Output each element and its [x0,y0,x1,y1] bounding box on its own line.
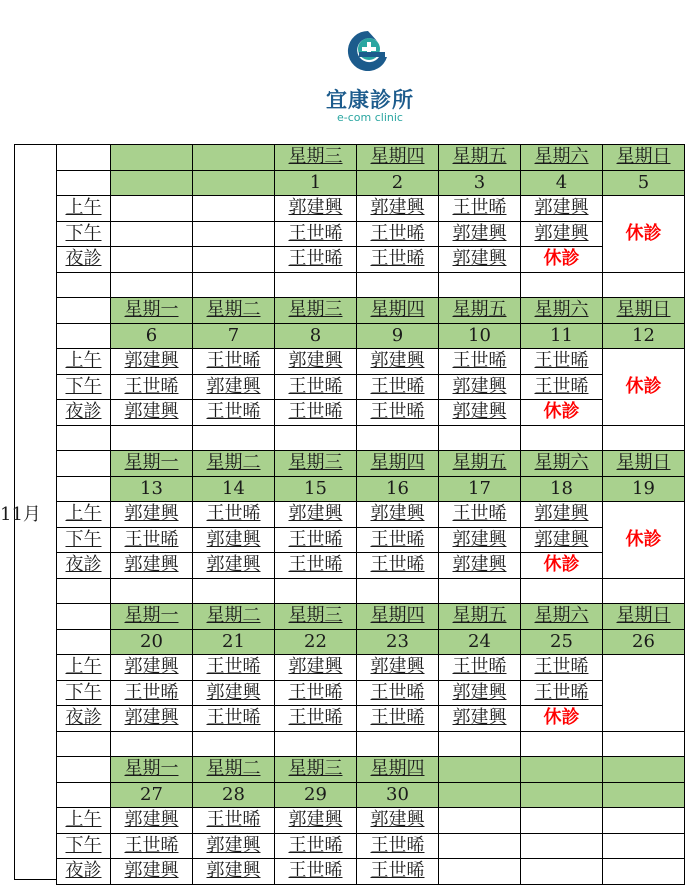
doctor-name: 王世晞 [275,527,357,553]
doctor-name: 郭建興 [439,374,521,400]
date-number: 27 [111,782,193,808]
empty-cell [57,578,111,604]
weekday-header: 星期四 [357,451,439,477]
spacer-row [57,578,685,604]
weekday-header: 星期日 [603,298,685,324]
empty-cell [57,451,111,477]
empty-cell [57,323,111,349]
week-days-row [57,604,685,630]
doctor-name: 王世晞 [439,349,521,375]
slot-label: 夜診 [57,706,111,732]
week-night-row [57,706,685,732]
empty-cell [111,196,193,222]
week-dates-row [57,170,685,196]
empty-cell [603,808,685,834]
clinic-header [0,0,699,140]
date-number: 17 [439,476,521,502]
empty-cell [521,425,603,451]
empty-cell [193,425,275,451]
date-number: 2 [357,170,439,196]
doctor-name: 郭建興 [439,400,521,426]
date-number: 6 [111,323,193,349]
doctor-name: 郭建興 [111,502,193,528]
doctor-name: 郭建興 [111,706,193,732]
doctor-name: 王世晞 [275,706,357,732]
doctor-name: 郭建興 [521,527,603,553]
doctor-name: 王世晞 [275,859,357,885]
empty-cell [193,196,275,222]
clinic-subtitle: e-com clinic [337,111,403,124]
month-label: 11月 [0,504,41,525]
doctor-name: 郭建興 [193,527,275,553]
empty-cell [193,247,275,273]
empty-cell [57,629,111,655]
week-dates-row [57,476,685,502]
doctor-name: 郭建興 [193,859,275,885]
empty-cell [111,425,193,451]
date-number: 15 [275,476,357,502]
slot-label: 下午 [57,833,111,859]
slot-label: 上午 [57,808,111,834]
doctor-name: 郭建興 [521,502,603,528]
date-number: 20 [111,629,193,655]
week-days-row [57,145,685,171]
empty-cell [57,782,111,808]
date-number: 21 [193,629,275,655]
spacer-row [57,272,685,298]
date-number: 29 [275,782,357,808]
weekday-header: 星期六 [521,451,603,477]
doctor-name: 王世晞 [357,221,439,247]
weekday-header: 星期二 [193,757,275,783]
empty-cell [357,731,439,757]
empty-cell [111,578,193,604]
slot-label: 夜診 [57,859,111,885]
weekday-header: 星期一 [111,757,193,783]
closed-label: 休診 [521,553,603,579]
empty-cell [603,731,685,757]
date-number: 12 [603,323,685,349]
empty-cell [357,578,439,604]
week-am-row [57,349,685,375]
doctor-name: 王世晞 [439,502,521,528]
empty-cell [57,145,111,171]
week-pm-row [57,833,685,859]
doctor-name: 郭建興 [193,833,275,859]
clinic-name: 宜康診所 [326,88,414,112]
doctor-name: 郭建興 [521,221,603,247]
empty-header-cell [111,170,193,196]
doctor-name: 郭建興 [275,502,357,528]
weekday-header: 星期五 [439,298,521,324]
doctor-name: 王世晞 [521,374,603,400]
weekday-header: 星期五 [439,145,521,171]
empty-cell [521,272,603,298]
weekday-header: 星期三 [275,298,357,324]
empty-cell [521,859,603,885]
empty-cell [603,655,685,732]
weekday-header: 星期六 [521,145,603,171]
empty-cell [357,425,439,451]
empty-cell [521,833,603,859]
empty-cell [521,808,603,834]
weekday-header: 星期三 [275,757,357,783]
week-night-row [57,859,685,885]
date-number: 28 [193,782,275,808]
doctor-name: 郭建興 [521,196,603,222]
clinic-logo-icon [345,28,391,80]
doctor-name: 王世晞 [193,400,275,426]
schedule-table [56,144,685,885]
weekday-header: 星期三 [275,145,357,171]
doctor-name: 郭建興 [275,196,357,222]
date-number: 23 [357,629,439,655]
doctor-name: 王世晞 [193,349,275,375]
doctor-name: 王世晞 [357,553,439,579]
date-number: 30 [357,782,439,808]
doctor-name: 王世晞 [275,680,357,706]
date-number: 25 [521,629,603,655]
empty-cell [603,859,685,885]
empty-cell [57,425,111,451]
empty-cell [439,425,521,451]
empty-cell [57,731,111,757]
empty-cell [111,247,193,273]
date-number: 18 [521,476,603,502]
closed-label: 休診 [521,706,603,732]
week-dates-row [57,323,685,349]
empty-cell [275,272,357,298]
doctor-name: 郭建興 [111,859,193,885]
empty-cell [439,833,521,859]
doctor-name: 王世晞 [193,502,275,528]
empty-cell [603,272,685,298]
doctor-name: 王世晞 [111,680,193,706]
weekday-header: 星期四 [357,145,439,171]
empty-cell [193,578,275,604]
date-number: 4 [521,170,603,196]
weekday-header: 星期四 [357,604,439,630]
doctor-name: 王世晞 [275,374,357,400]
empty-cell [275,578,357,604]
empty-cell [57,170,111,196]
empty-cell [57,272,111,298]
empty-header-cell [521,782,603,808]
doctor-name: 王世晞 [521,349,603,375]
slot-label: 上午 [57,502,111,528]
date-number: 11 [521,323,603,349]
week-dates-row [57,629,685,655]
weekday-header: 星期四 [357,757,439,783]
weekday-header: 星期一 [111,604,193,630]
doctor-name: 王世晞 [439,655,521,681]
date-number: 9 [357,323,439,349]
doctor-name: 王世晞 [275,553,357,579]
doctor-name: 郭建興 [193,680,275,706]
date-number: 10 [439,323,521,349]
doctor-name: 郭建興 [193,553,275,579]
week-pm-row [57,527,685,553]
doctor-name: 王世晞 [521,655,603,681]
empty-cell [439,272,521,298]
empty-cell [439,578,521,604]
slot-label: 下午 [57,527,111,553]
doctor-name: 郭建興 [275,808,357,834]
empty-header-cell [193,170,275,196]
doctor-name: 王世晞 [357,527,439,553]
empty-cell [439,808,521,834]
doctor-name: 郭建興 [357,655,439,681]
empty-cell [57,476,111,502]
doctor-name: 王世晞 [357,400,439,426]
doctor-name: 王世晞 [275,833,357,859]
week-night-row [57,553,685,579]
weekday-header: 星期四 [357,298,439,324]
empty-cell [57,757,111,783]
weekday-header: 星期五 [439,451,521,477]
week-am-row [57,196,685,222]
doctor-name: 郭建興 [111,553,193,579]
slot-label: 夜診 [57,400,111,426]
doctor-name: 郭建興 [439,527,521,553]
doctor-name: 郭建興 [357,196,439,222]
doctor-name: 郭建興 [439,247,521,273]
date-number: 5 [603,170,685,196]
date-number: 14 [193,476,275,502]
closed-label: 休診 [521,400,603,426]
empty-cell [111,221,193,247]
week-am-row [57,808,685,834]
empty-cell [603,425,685,451]
doctor-name: 王世晞 [521,680,603,706]
week-night-row [57,247,685,273]
week-days-row [57,757,685,783]
doctor-name: 王世晞 [193,706,275,732]
doctor-name: 郭建興 [357,808,439,834]
empty-header-cell [439,757,521,783]
weekday-header: 星期六 [521,298,603,324]
date-number: 22 [275,629,357,655]
empty-cell [603,578,685,604]
week-days-row [57,451,685,477]
empty-cell [111,731,193,757]
empty-header-cell [521,757,603,783]
doctor-name: 王世晞 [111,374,193,400]
date-number: 1 [275,170,357,196]
date-number: 3 [439,170,521,196]
empty-cell [193,272,275,298]
weekday-header: 星期二 [193,451,275,477]
slot-label: 夜診 [57,553,111,579]
week-night-row [57,400,685,426]
sunday-closed-label: 休診 [603,349,685,426]
doctor-name: 王世晞 [193,655,275,681]
slot-label: 上午 [57,655,111,681]
empty-header-cell [111,145,193,171]
doctor-name: 郭建興 [275,655,357,681]
doctor-name: 王世晞 [357,374,439,400]
doctor-name: 王世晞 [357,680,439,706]
doctor-name: 王世晞 [357,247,439,273]
date-number: 19 [603,476,685,502]
empty-cell [193,731,275,757]
doctor-name: 郭建興 [275,349,357,375]
empty-cell [111,272,193,298]
date-number: 16 [357,476,439,502]
slot-label: 上午 [57,196,111,222]
empty-cell [439,731,521,757]
doctor-name: 王世晞 [193,808,275,834]
weekday-header: 星期一 [111,298,193,324]
week-am-row [57,655,685,681]
doctor-name: 王世晞 [111,527,193,553]
date-number: 24 [439,629,521,655]
slot-label: 下午 [57,221,111,247]
date-number: 7 [193,323,275,349]
empty-header-cell [439,782,521,808]
doctor-name: 郭建興 [111,655,193,681]
doctor-name: 王世晞 [275,247,357,273]
empty-cell [521,731,603,757]
spacer-row [57,731,685,757]
week-pm-row [57,221,685,247]
date-number: 26 [603,629,685,655]
slot-label: 下午 [57,374,111,400]
week-pm-row [57,680,685,706]
weekday-header: 星期日 [603,604,685,630]
doctor-name: 郭建興 [111,349,193,375]
week-dates-row [57,782,685,808]
doctor-name: 王世晞 [439,196,521,222]
doctor-name: 郭建興 [357,349,439,375]
empty-cell [57,604,111,630]
empty-cell [57,298,111,324]
sunday-closed-label: 休診 [603,196,685,273]
date-number: 8 [275,323,357,349]
empty-header-cell [603,757,685,783]
empty-cell [193,221,275,247]
slot-label: 夜診 [57,247,111,273]
week-pm-row [57,374,685,400]
doctor-name: 王世晞 [357,706,439,732]
doctor-name: 郭建興 [111,400,193,426]
doctor-name: 王世晞 [357,833,439,859]
empty-cell [275,425,357,451]
weekday-header: 星期二 [193,298,275,324]
spacer-row [57,425,685,451]
closed-label: 休診 [521,247,603,273]
weekday-header: 星期一 [111,451,193,477]
empty-header-cell [603,782,685,808]
doctor-name: 郭建興 [439,553,521,579]
doctor-name: 郭建興 [439,680,521,706]
doctor-name: 王世晞 [111,833,193,859]
weekday-header: 星期日 [603,145,685,171]
doctor-name: 郭建興 [439,706,521,732]
empty-cell [439,859,521,885]
empty-cell [521,578,603,604]
weekday-header: 星期六 [521,604,603,630]
slot-label: 上午 [57,349,111,375]
weekday-header: 星期二 [193,604,275,630]
doctor-name: 郭建興 [357,502,439,528]
weekday-header: 星期三 [275,451,357,477]
doctor-name: 王世晞 [357,859,439,885]
weekday-header: 星期三 [275,604,357,630]
slot-label: 下午 [57,680,111,706]
week-days-row [57,298,685,324]
weekday-header: 星期五 [439,604,521,630]
empty-cell [275,731,357,757]
date-number: 13 [111,476,193,502]
doctor-name: 王世晞 [275,221,357,247]
doctor-name: 郭建興 [193,374,275,400]
doctor-name: 王世晞 [275,400,357,426]
empty-cell [357,272,439,298]
week-am-row [57,502,685,528]
empty-header-cell [193,145,275,171]
doctor-name: 郭建興 [439,221,521,247]
sunday-closed-label: 休診 [603,502,685,579]
empty-cell [603,833,685,859]
weekday-header: 星期日 [603,451,685,477]
doctor-name: 郭建興 [111,808,193,834]
